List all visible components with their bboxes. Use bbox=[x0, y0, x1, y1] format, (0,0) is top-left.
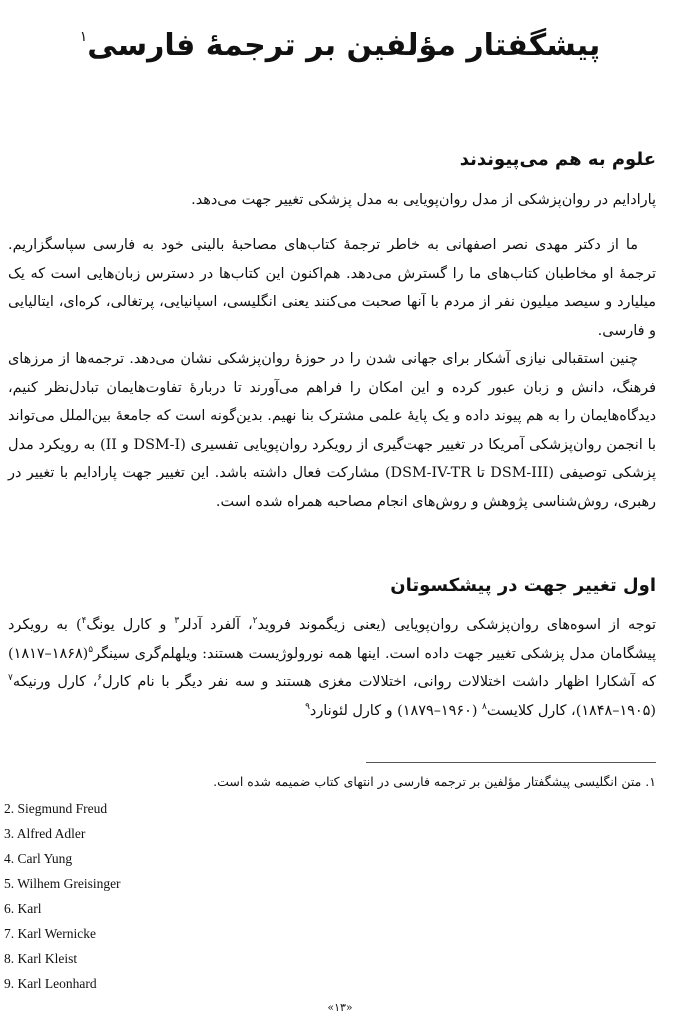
footnote-item: 7. Karl Wernicke bbox=[4, 926, 97, 941]
footnote-item: 8. Karl Kleist bbox=[4, 951, 78, 966]
text-run: (۱۹۰۵–۱۸۴۸)، کارل کلایست bbox=[486, 702, 656, 719]
section-heading-pioneers: اول تغییر جهت در پیشکسوتان bbox=[390, 575, 656, 596]
footnote-ref-2: ۲ bbox=[252, 616, 258, 626]
footnote-ref-7: ۷ bbox=[8, 673, 13, 684]
footnote-item: 3. Alfred Adler bbox=[4, 826, 86, 841]
text-run: ، کارل ورنیکه bbox=[12, 674, 98, 691]
footnote-ref-3: ۳ bbox=[174, 616, 180, 626]
footnote-ref-4: ۴ bbox=[81, 616, 87, 626]
footnote-item: 5. Wilhem Greisinger bbox=[4, 876, 121, 891]
footnote-item: 9. Karl Leonhard bbox=[4, 976, 97, 991]
footnote-ref-8: ۸ bbox=[482, 701, 487, 712]
title-footnote-mark: ۱ bbox=[79, 29, 88, 45]
paragraph-globalization: چنین استقبالی نیازی آشکار برای جهانی شدن را در حوزهٔ روان‌پزشکی نشان می‌دهد. ترجمه‌ها از مرزهای فرهنگ، دانش و زبان عبور کرده و این امکان را فراهم می‌آورند تا دربارهٔ تفاوت‌هایمان تبادل‌نظر کنیم، دیدگاه‌هایمان را به هم پیوند داده و یک پایهٔ علمی مشترک بنا نهیم. بدین‌گونه است که جامعهٔ بین‌الملل می‌تواند با انجمن روان‌پزشکی آمریکا در تغییر جهت‌گیری از رویکرد روان‌پویایی تفسیری (DSM-I و II) به رویکرد مدل پزشکی توصیفی (DSM-III تا DSM-IV-TR) مشارکت فعال داشته باشد. این تغییر جهت پارادایم با تغییر در رهبری، روش‌شناسی پژوهش و روش‌های انجام مصاحبه همراه شده است. bbox=[8, 351, 657, 510]
page-title bbox=[30, 12, 650, 71]
text-run: (۱۸۶۸–۱۸۱۷) که آشکارا اظهار داشت اختلالات روانی، اختلالات مغزی هستند و سه نفر دیگر با نام کارل bbox=[8, 645, 657, 691]
text-run: و کارل یونگ bbox=[86, 617, 175, 633]
footnote-item: 2. Siegmund Freud bbox=[4, 801, 108, 816]
footnote-ref-9: ۹ bbox=[305, 701, 310, 712]
footnote-item: 6. Karl bbox=[4, 901, 42, 916]
paragraph-translation-thanks: ما از دکتر مهدی نصر اصفهانی به خاطر ترجمهٔ کتاب‌های مصاحبهٔ بالینی خود به فارسی سپاسگزاریم. ترجمهٔ او مخاطبان کتاب‌های ما را گسترش می‌دهد. هم‌اکنون این کتاب‌ها در دسترس زبان‌هایی است که یک میلیارد و سیصد میلیون نفر از مردم با آنها صحبت می‌کنند یعنی انگلیسی، اسپانیایی، پرتغالی، کره‌ای، ایتالیایی و فارسی. bbox=[8, 237, 656, 339]
text-run: (۱۹۶۰–۱۸۷۹) و کارل لئونارد bbox=[309, 702, 483, 719]
page-title-text: پیشگفتار مؤلفین بر ترجمهٔ فارسی bbox=[87, 28, 601, 63]
paragraph-pioneers bbox=[8, 611, 656, 725]
footnote-ref-6: ۶ bbox=[97, 673, 103, 684]
footnote-item: 4. Carl Yung bbox=[4, 851, 73, 866]
footnote-ref-5: ۵ bbox=[88, 644, 94, 655]
text-run: توجه از اسوه‌های روان‌پزشکی روان‌پویایی (یعنی زیگموند فروید bbox=[257, 617, 657, 633]
text-run: ، آلفرد آدلر bbox=[179, 617, 253, 633]
lead-sentence: پارادایم در روان‌پزشکی از مدل روان‌پویایی به مدل پزشکی تغییر جهت می‌دهد. bbox=[191, 192, 656, 208]
footnote-divider bbox=[366, 762, 656, 763]
text-run: ) به رویکرد پیشگامان مدل پزشکی تغییر جهت داده است. اینها همه نورولوژیست هستند: ویلهلم‌گری سینگر bbox=[8, 617, 656, 662]
page-number: «۱۳» bbox=[327, 1001, 353, 1014]
footnote-1: ۱. متن انگلیسی پیشگفتار مؤلفین بر ترجمه فارسی در انتهای کتاب ضمیمه شده است. bbox=[213, 774, 656, 789]
section-heading-sciences-converge: علوم به هم می‌پیوندند bbox=[459, 149, 656, 170]
footnote-list bbox=[4, 796, 121, 996]
